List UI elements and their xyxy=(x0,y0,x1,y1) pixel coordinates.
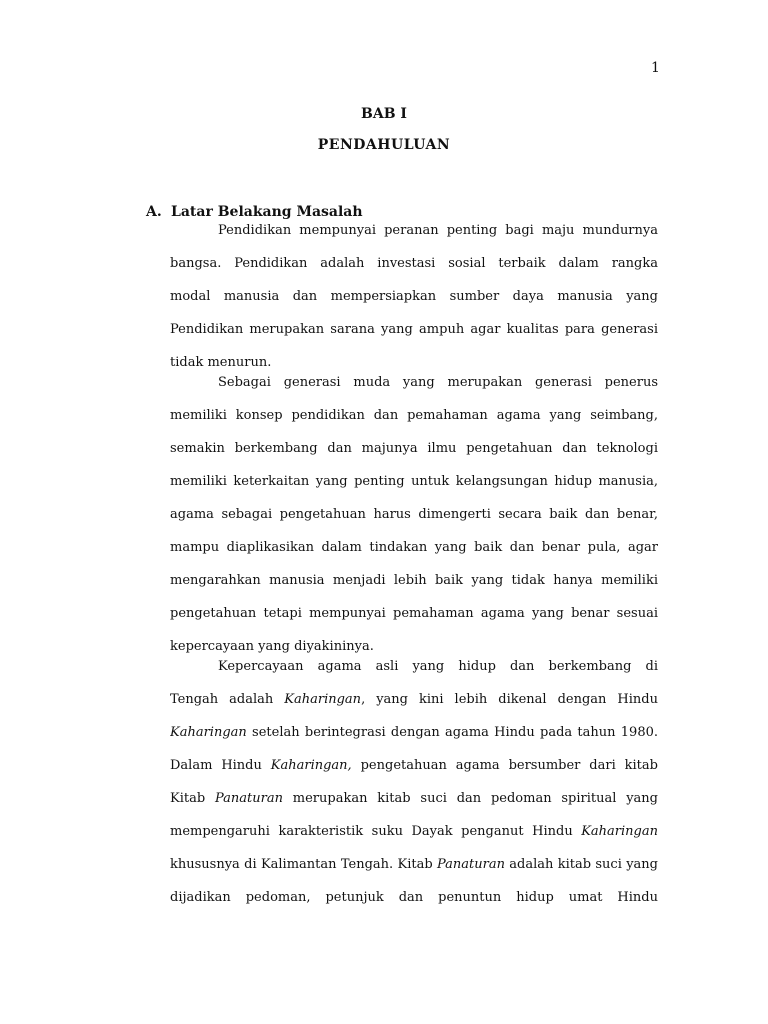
paragraph-line: Kepercayaan agama asli yang hidup dan berkembang di xyxy=(218,659,658,674)
paragraph-line: khususnya di Kalimantan Tengah. Kitab Panaturan adalah kitab suci yang xyxy=(170,857,658,872)
paragraph-line: mengarahkan manusia menjadi lebih baik yang tidak hanya memiliki xyxy=(170,573,658,588)
paragraph-line: semakin berkembang dan majunya ilmu pengetahuan dan teknologi xyxy=(170,441,658,456)
paragraph-1 xyxy=(170,214,658,370)
page-number: 1 xyxy=(651,60,660,76)
chapter-title: PENDAHULUAN xyxy=(317,137,451,153)
paragraph-line: Kitab Panaturan merupakan kitab suci dan pedoman spiritual yang xyxy=(170,791,658,806)
paragraph-line: Kaharingan setelah berintegrasi dengan agama Hindu pada tahun 1980. xyxy=(170,725,658,740)
paragraph-line: agama sebagai pengetahuan harus dimengerti secara baik dan benar, xyxy=(170,507,658,522)
emphasis-term: Kaharingan, xyxy=(270,758,352,773)
paragraph-line: Pendidikan mempunyai peranan penting bagi maju mundurnya xyxy=(218,223,658,238)
paragraph-line: tidak menurun. xyxy=(170,355,272,370)
paragraph-line: modal manusia dan mempersiapkan sumber daya manusia yang xyxy=(170,289,658,304)
paragraph-line: Dalam Hindu Kaharingan, pengetahuan agama bersumber dari kitab xyxy=(170,758,658,773)
paragraph-line: memiliki konsep pendidikan dan pemahaman agama yang seimbang, xyxy=(170,408,658,423)
paragraph-line: pengetahuan tetapi mempunyai pemahaman agama yang benar sesuai xyxy=(170,606,658,621)
paragraph-line: Sebagai generasi muda yang merupakan generasi penerus xyxy=(218,375,658,390)
paragraph-line: kepercayaan yang diyakininya. xyxy=(170,639,374,654)
paragraph-2 xyxy=(170,366,658,654)
section-title: Latar Belakang Masalah xyxy=(171,204,363,220)
paragraph-line: dijadikan pedoman, petunjuk dan penuntun hidup umat Hindu xyxy=(170,890,658,905)
paragraph-3 xyxy=(170,650,658,914)
emphasis-term: Panaturan xyxy=(436,857,505,872)
emphasis-term: Kaharingan xyxy=(284,692,362,707)
paragraph-line: memiliki keterkaitan yang penting untuk kelangsungan hidup manusia, xyxy=(170,474,658,489)
section-letter: A. xyxy=(146,204,162,220)
emphasis-term: Kaharingan xyxy=(170,725,247,740)
paragraph-line: mampu diaplikasikan dalam tindakan yang baik dan benar pula, agar xyxy=(170,540,658,555)
chapter-number: BAB I xyxy=(361,106,407,122)
emphasis-term: Panaturan xyxy=(214,791,283,806)
emphasis-term: Kaharingan xyxy=(581,824,658,839)
paragraph-line: bangsa. Pendidikan adalah investasi sosial terbaik dalam rangka xyxy=(170,256,658,271)
paragraph-line: Pendidikan merupakan sarana yang ampuh agar kualitas para generasi xyxy=(170,322,658,337)
paragraph-line: Tengah adalah Kaharingan, yang kini lebih dikenal dengan Hindu xyxy=(170,692,658,707)
paragraph-line: mempengaruhi karakteristik suku Dayak penganut Hindu Kaharingan xyxy=(170,824,658,839)
